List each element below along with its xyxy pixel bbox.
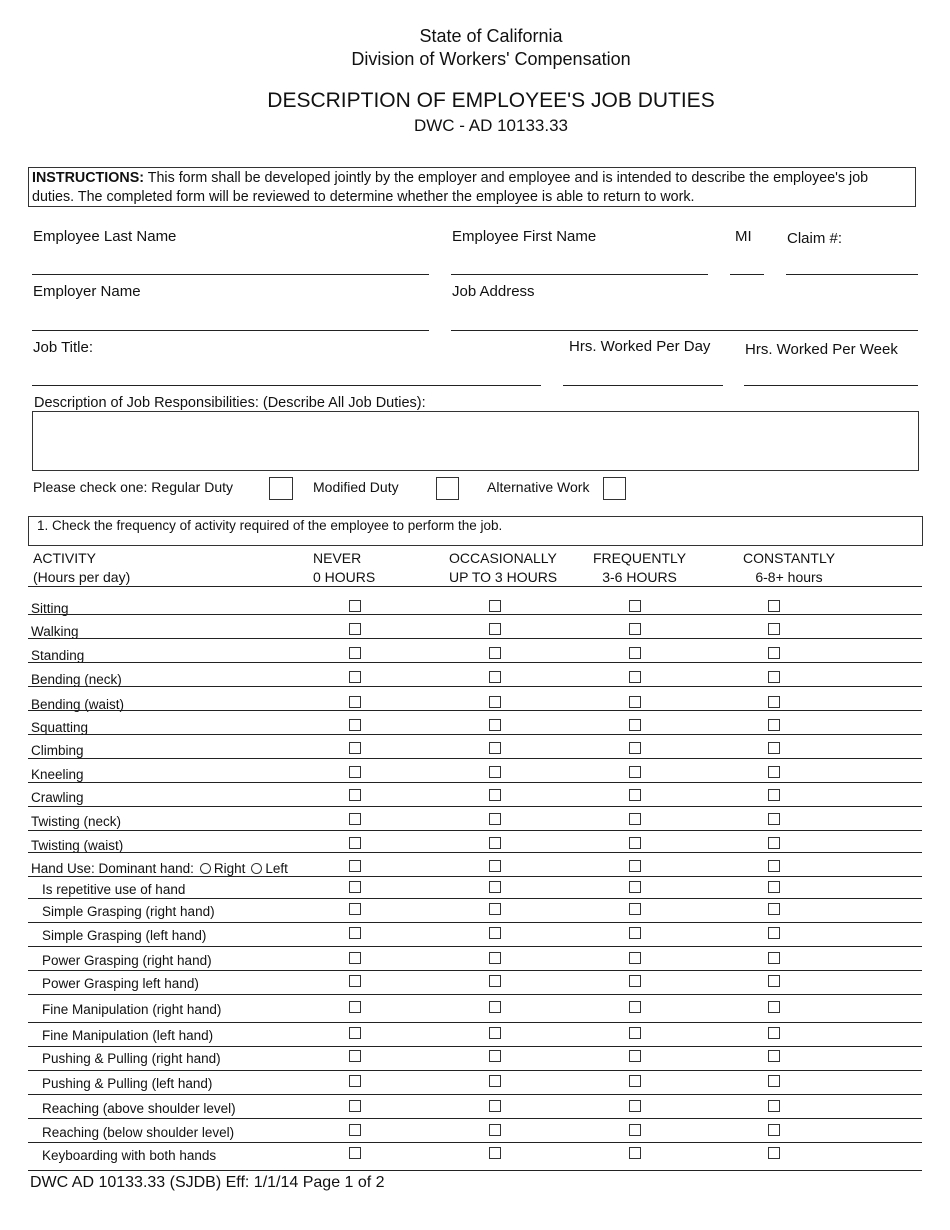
constantly-checkbox[interactable] [768,696,780,708]
occasionally-checkbox[interactable] [489,837,501,849]
occasionally-checkbox[interactable] [489,1075,501,1087]
occasionally-checkbox[interactable] [489,952,501,964]
section-1-box [28,516,923,546]
activity-label: Standing [31,648,85,663]
dominant-left-label: Left [265,861,288,876]
occasionally-checkbox[interactable] [489,671,501,683]
activity-label: Twisting (waist) [31,838,124,853]
state-heading: State of California [419,26,563,46]
col-occasionally-line1: OCCASIONALLY [449,550,557,566]
header-divider [28,586,922,587]
occasionally-checkbox[interactable] [489,881,501,893]
claim-label: Claim #: [787,230,843,247]
constantly-checkbox[interactable] [768,1027,780,1039]
occasionally-checkbox[interactable] [489,1147,501,1159]
constantly-checkbox[interactable] [768,975,780,987]
activity-label: Is repetitive use of hand [42,882,186,897]
row-divider [28,734,922,735]
frequently-checkbox[interactable] [629,671,641,683]
row-divider [28,614,922,615]
instructions-box [28,167,916,207]
occasionally-checkbox[interactable] [489,1100,501,1112]
frequently-checkbox[interactable] [629,623,641,635]
constantly-checkbox[interactable] [768,719,780,731]
frequently-checkbox[interactable] [629,789,641,801]
activity-label: Reaching (below shoulder level) [42,1125,235,1140]
frequently-checkbox[interactable] [629,1050,641,1062]
col-frequently [593,549,686,587]
never-checkbox[interactable] [349,952,361,964]
regular-duty-checkbox[interactable] [269,477,293,500]
frequently-checkbox[interactable] [629,742,641,754]
occasionally-checkbox[interactable] [489,903,501,915]
occasionally-checkbox[interactable] [489,1001,501,1013]
activity-label: Crawling [31,790,84,805]
activity-label: Bending (neck) [31,672,122,687]
constantly-checkbox[interactable] [768,1124,780,1136]
row-divider [28,638,922,639]
never-checkbox[interactable] [349,671,361,683]
frequently-checkbox[interactable] [629,813,641,825]
constantly-checkbox[interactable] [768,1075,780,1087]
never-checkbox[interactable] [349,696,361,708]
col-activity-line1: ACTIVITY [33,550,97,566]
never-checkbox[interactable] [349,766,361,778]
col-occasionally [449,549,557,587]
never-checkbox[interactable] [349,860,361,872]
never-checkbox[interactable] [349,837,361,849]
hrs-week-field[interactable] [744,385,918,386]
row-divider [28,782,922,783]
col-frequently-line2: 3-6 HOURS [602,569,677,585]
never-checkbox[interactable] [349,927,361,939]
form-title: DESCRIPTION OF EMPLOYEE'S JOB DUTIES [267,89,715,112]
employer-name-label: Employer Name [33,283,141,300]
never-checkbox[interactable] [349,1001,361,1013]
constantly-checkbox[interactable] [768,623,780,635]
form-id: DWC - AD 10133.33 [413,116,568,135]
section-1-text: 1. Check the frequency of activity required of the employee to perform the job. [37,518,503,533]
activity-label: Pushing & Pulling (left hand) [42,1076,213,1091]
constantly-checkbox[interactable] [768,813,780,825]
constantly-checkbox[interactable] [768,837,780,849]
never-checkbox[interactable] [349,719,361,731]
frequently-checkbox[interactable] [629,860,641,872]
activity-label: Kneeling [31,767,84,782]
occasionally-checkbox[interactable] [489,789,501,801]
activity-label: Bending (waist) [31,697,125,712]
never-checkbox[interactable] [349,1124,361,1136]
never-checkbox[interactable] [349,975,361,987]
modified-duty-checkbox[interactable] [436,477,459,500]
occasionally-checkbox[interactable] [489,1050,501,1062]
frequently-checkbox[interactable] [629,881,641,893]
row-divider [28,806,922,807]
constantly-checkbox[interactable] [768,903,780,915]
row-divider [28,946,922,947]
occasionally-checkbox[interactable] [489,647,501,659]
col-occasionally-line2: UP TO 3 HOURS [449,569,558,585]
instructions-heading: INSTRUCTIONS: [32,170,144,186]
frequently-checkbox[interactable] [629,903,641,915]
frequently-checkbox[interactable] [629,1027,641,1039]
activity-label: Squatting [31,720,89,735]
col-never-line2: 0 HOURS [313,569,376,585]
row-divider [28,686,922,687]
row-divider [28,876,922,877]
never-checkbox[interactable] [349,1075,361,1087]
activity-label: Simple Grasping (right hand) [42,904,215,919]
constantly-checkbox[interactable] [768,671,780,683]
frequently-checkbox[interactable] [629,647,641,659]
never-checkbox[interactable] [349,1147,361,1159]
hand-use-row-label [31,861,288,876]
frequently-checkbox[interactable] [629,975,641,987]
frequently-checkbox[interactable] [629,952,641,964]
alternative-work-label: Alternative Work [487,479,590,495]
modified-duty-label: Modified Duty [313,479,399,495]
job-address-field[interactable] [451,330,918,331]
hand-use-label: Hand Use: Dominant hand: [31,861,194,876]
activity-label: Climbing [31,743,84,758]
first-name-label: Employee First Name [452,228,597,245]
occasionally-checkbox[interactable] [489,927,501,939]
frequently-checkbox[interactable] [629,1100,641,1112]
row-divider [28,1070,922,1071]
constantly-checkbox[interactable] [768,952,780,964]
col-constantly [743,549,835,587]
occasionally-checkbox[interactable] [489,813,501,825]
never-checkbox[interactable] [349,742,361,754]
col-never-line1: NEVER [313,550,362,566]
col-constantly-line1: CONSTANTLY [743,550,836,566]
hrs-day-label: Hrs. Worked Per Day [569,338,711,355]
frequently-checkbox[interactable] [629,719,641,731]
row-divider [28,970,922,971]
employer-name-field[interactable] [32,330,429,331]
alternative-work-checkbox[interactable] [603,477,626,500]
job-address-label: Job Address [452,283,535,300]
dominant-right-radio[interactable] [200,863,211,874]
last-name-label: Employee Last Name [33,228,177,245]
occasionally-checkbox[interactable] [489,975,501,987]
activity-label: Walking [31,624,79,639]
hrs-week-label: Hrs. Worked Per Week [745,341,898,358]
frequently-checkbox[interactable] [629,1124,641,1136]
never-checkbox[interactable] [349,600,361,612]
col-never [313,549,375,587]
col-frequently-line1: FREQUENTLY [593,550,687,566]
activity-label: Simple Grasping (left hand) [42,928,207,943]
occasionally-checkbox[interactable] [489,860,501,872]
constantly-checkbox[interactable] [768,766,780,778]
never-checkbox[interactable] [349,1100,361,1112]
activity-label: Twisting (neck) [31,814,122,829]
row-divider [28,1118,922,1119]
constantly-checkbox[interactable] [768,1100,780,1112]
row-divider [28,852,922,853]
frequently-checkbox[interactable] [629,927,641,939]
never-checkbox[interactable] [349,813,361,825]
dominant-right-label: Right [213,861,246,876]
description-textarea[interactable] [32,411,919,471]
claim-field[interactable] [786,274,918,275]
activity-label: Reaching (above shoulder level) [42,1101,236,1116]
row-divider [28,830,922,831]
activity-label: Sitting [31,601,69,616]
last-name-field[interactable] [32,274,429,275]
occasionally-checkbox[interactable] [489,1027,501,1039]
occasionally-checkbox[interactable] [489,1124,501,1136]
never-checkbox[interactable] [349,1027,361,1039]
occasionally-checkbox[interactable] [489,600,501,612]
never-checkbox[interactable] [349,789,361,801]
row-divider [28,1046,922,1047]
constantly-checkbox[interactable] [768,1147,780,1159]
dominant-left-radio[interactable] [251,863,262,874]
occasionally-checkbox[interactable] [489,766,501,778]
mi-label: MI [735,228,752,245]
constantly-checkbox[interactable] [768,647,780,659]
row-divider [28,758,922,759]
row-divider [28,994,922,995]
never-checkbox[interactable] [349,623,361,635]
constantly-checkbox[interactable] [768,860,780,872]
frequently-checkbox[interactable] [629,696,641,708]
frequently-checkbox[interactable] [629,1001,641,1013]
mi-field[interactable] [730,274,764,275]
occasionally-checkbox[interactable] [489,696,501,708]
row-divider [28,710,922,711]
constantly-checkbox[interactable] [768,1050,780,1062]
constantly-checkbox[interactable] [768,881,780,893]
frequently-checkbox[interactable] [629,1147,641,1159]
frequently-checkbox[interactable] [629,837,641,849]
duty-prompt: Please check one: Regular Duty [33,479,233,495]
activity-label: Fine Manipulation (right hand) [42,1002,222,1017]
first-name-field[interactable] [451,274,708,275]
activity-label: Keyboarding with both hands [42,1148,217,1163]
occasionally-checkbox[interactable] [489,719,501,731]
never-checkbox[interactable] [349,903,361,915]
never-checkbox[interactable] [349,647,361,659]
row-divider [28,1094,922,1095]
instructions-text: This form shall be developed jointly by the employer and employee and is intended to describe the employee's job duties. The completed form will be reviewed to determine whether the employee is able to return to work. [32,170,869,205]
job-title-label: Job Title: [33,339,94,356]
col-activity [33,549,130,587]
row-divider [28,1022,922,1023]
row-divider [28,1170,922,1171]
constantly-checkbox[interactable] [768,789,780,801]
activity-label: Power Grasping left hand) [42,976,199,991]
job-title-field[interactable] [32,385,541,386]
activity-label: Power Grasping (right hand) [42,953,212,968]
occasionally-checkbox[interactable] [489,742,501,754]
constantly-checkbox[interactable] [768,742,780,754]
division-heading: Division of Workers' Compensation [351,49,631,69]
row-divider [28,1142,922,1143]
constantly-checkbox[interactable] [768,1001,780,1013]
page-footer: DWC AD 10133.33 (SJDB) Eff: 1/1/14 Page 1 of 2 [30,1174,385,1191]
activity-label: Fine Manipulation (left hand) [42,1028,214,1043]
row-divider [28,662,922,663]
activity-label: Pushing & Pulling (right hand) [42,1051,221,1066]
description-label: Description of Job Responsibilities: (Describe All Job Duties): [34,395,426,411]
constantly-checkbox[interactable] [768,600,780,612]
frequently-checkbox[interactable] [629,766,641,778]
row-divider [28,898,922,899]
frequently-checkbox[interactable] [629,600,641,612]
never-checkbox[interactable] [349,1050,361,1062]
col-activity-line2: (Hours per day) [33,569,131,585]
row-divider [28,922,922,923]
col-constantly-line2: 6-8+ hours [755,569,823,585]
constantly-checkbox[interactable] [768,927,780,939]
hrs-day-field[interactable] [563,385,723,386]
frequently-checkbox[interactable] [629,1075,641,1087]
never-checkbox[interactable] [349,881,361,893]
occasionally-checkbox[interactable] [489,623,501,635]
